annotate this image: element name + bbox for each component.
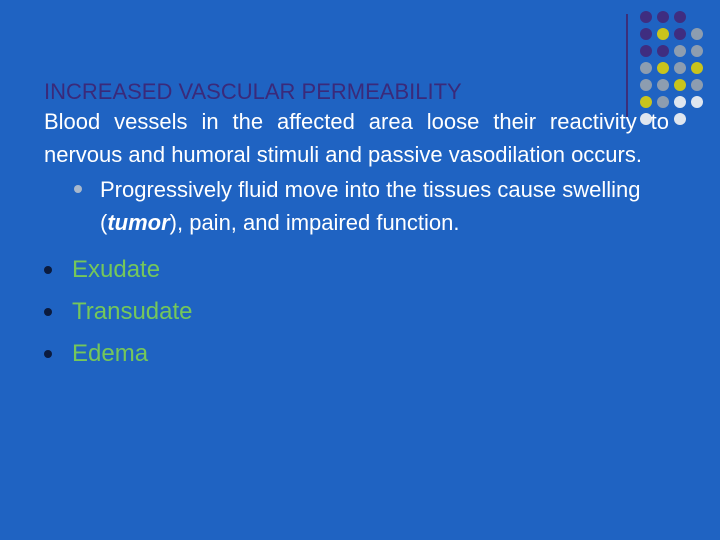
- body-paragraph: Blood vessels in the affected area loose their reactivity to nervous and humoral stimuli and passive vasodilation occurs.: [44, 109, 669, 167]
- decor-dot: [674, 62, 686, 74]
- sub-bullet-text-start: Progressively fluid move into the tissues cause swelling (: [100, 177, 641, 235]
- bullet-icon: [44, 350, 52, 358]
- decor-dot: [657, 45, 669, 57]
- decor-dot: [640, 62, 652, 74]
- bullet-icon: [44, 308, 52, 316]
- term-list: [44, 249, 669, 375]
- decor-dot: [674, 11, 686, 23]
- decor-dot: [674, 28, 686, 40]
- list-item-label: Transudate: [72, 298, 193, 325]
- decor-dot: [691, 28, 703, 40]
- list-item: [44, 249, 669, 291]
- decor-dot: [691, 79, 703, 91]
- decor-dot: [674, 45, 686, 57]
- bullet-icon: [74, 185, 82, 193]
- list-item-label: Exudate: [72, 256, 161, 283]
- list-item: [44, 333, 669, 375]
- decor-dot: [640, 11, 652, 23]
- bullet-icon: [44, 266, 52, 274]
- decor-dot: [691, 96, 703, 108]
- decor-dot: [657, 11, 669, 23]
- decor-dot: [674, 96, 686, 108]
- slide-title: INCREASED VASCULAR PERMEABILITY: [44, 79, 462, 104]
- decor-dot: [674, 79, 686, 91]
- sub-bullet-item: [44, 173, 669, 239]
- decor-dot: [657, 62, 669, 74]
- decor-dot: [657, 28, 669, 40]
- decor-dot: [674, 113, 686, 125]
- list-item: [44, 291, 669, 333]
- sub-bullet-text-end: ), pain, and impaired function.: [169, 210, 460, 235]
- decor-dot: [640, 45, 652, 57]
- slide-content: [44, 78, 669, 375]
- decor-dot: [640, 28, 652, 40]
- tumor-emphasis: tumor: [107, 210, 170, 235]
- decor-dot: [691, 62, 703, 74]
- decor-dot: [691, 45, 703, 57]
- list-item-label: Edema: [72, 340, 149, 367]
